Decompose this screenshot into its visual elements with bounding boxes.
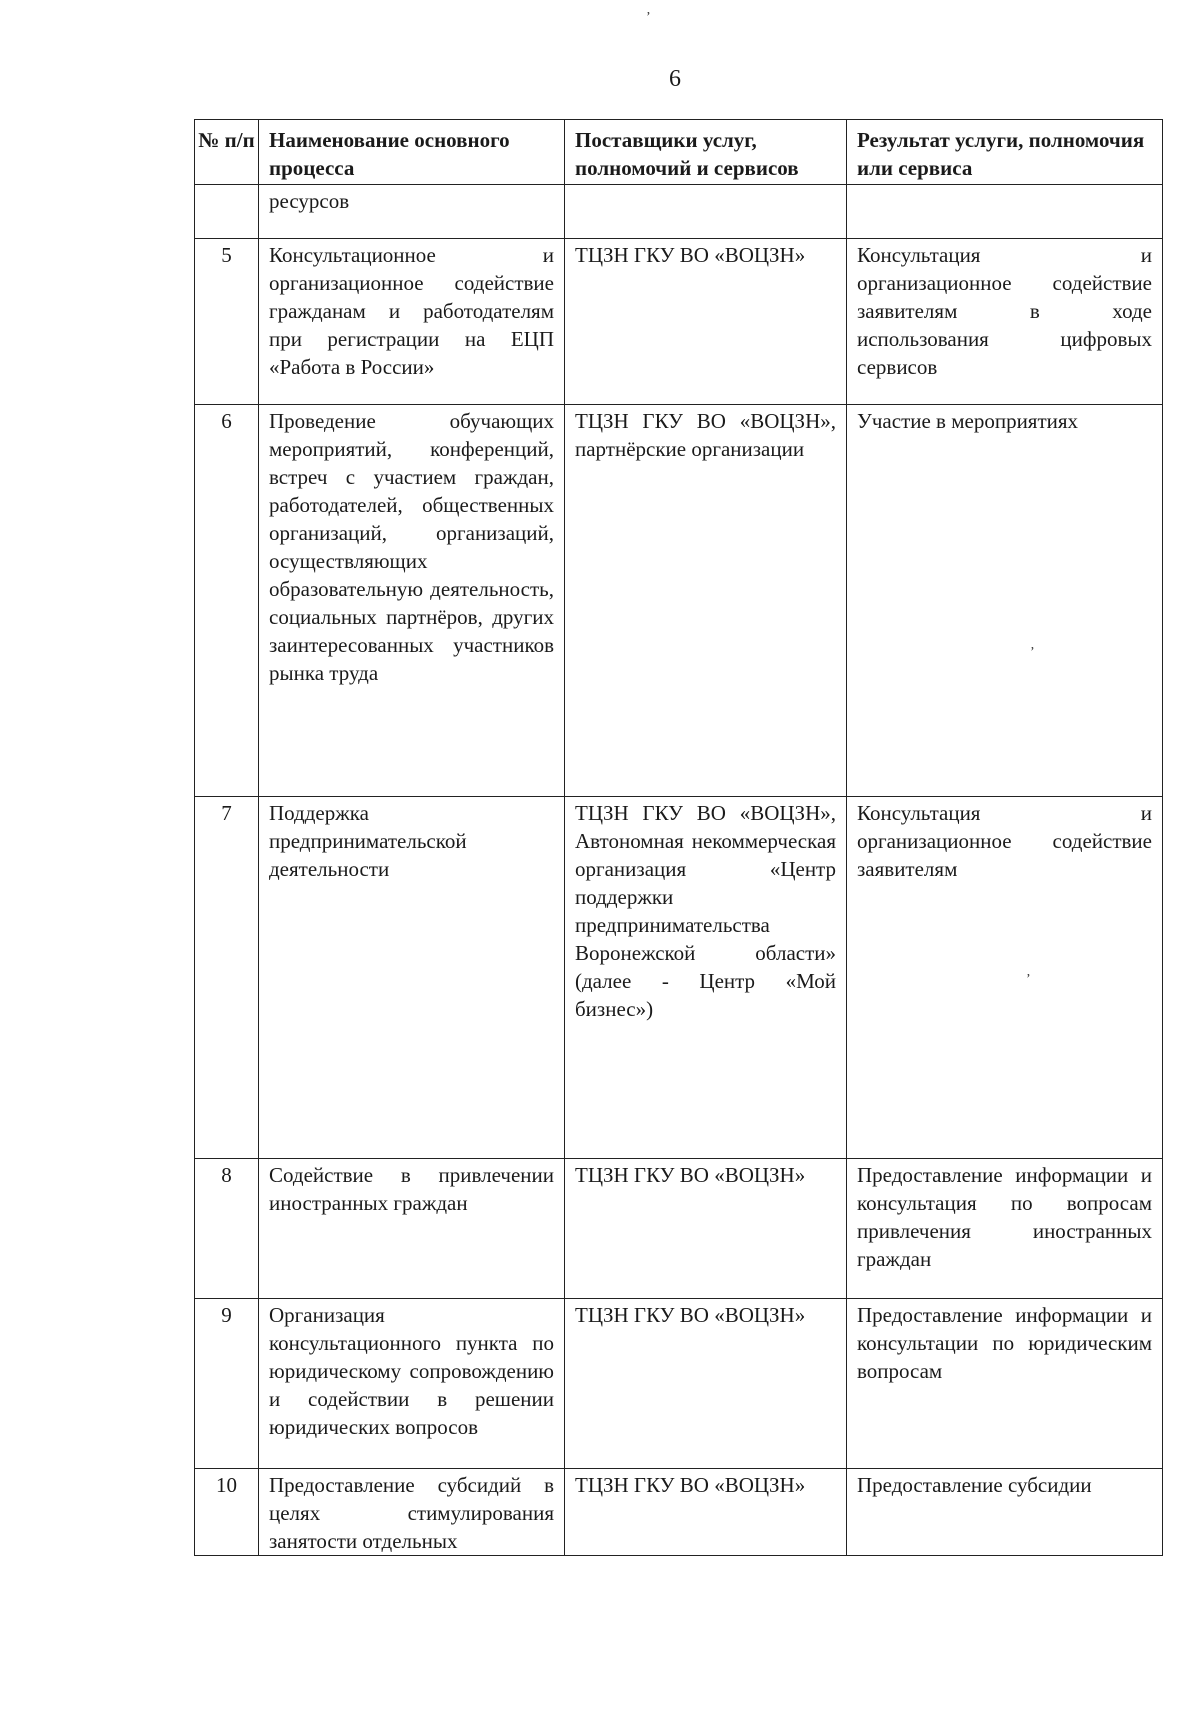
cell-process: Содействие в привлечении иностранных граждан xyxy=(259,1159,565,1299)
cell-providers xyxy=(565,185,847,239)
cell-process: Предоставление субсидий в целях стимулирования занятости отдельных xyxy=(259,1469,565,1556)
cell-number: 10 xyxy=(195,1469,259,1556)
cell-result: Участие в мероприятиях xyxy=(847,405,1163,797)
scan-speck: ʼ xyxy=(1030,645,1035,660)
cell-process: Поддержка предпринимательской деятельности xyxy=(259,797,565,1159)
header-process: Наименование основного процесса xyxy=(259,120,565,185)
cell-process: ресурсов xyxy=(259,185,565,239)
table-row-continuation xyxy=(195,185,1163,239)
cell-result: Консультация и организационное содействие заявителям xyxy=(847,797,1163,1159)
header-providers: Поставщики услуг, полномочий и сервисов xyxy=(565,120,847,185)
table-row xyxy=(195,1299,1163,1469)
cell-number: 6 xyxy=(195,405,259,797)
cell-process: Проведение обучающих мероприятий, конференций, встреч с участием граждан, работодателей, общественных организаций, организаций, осуществляющих образовательную деятельность, социальных партнёров, других заинтересованных участников рынка труда xyxy=(259,405,565,797)
cell-providers: ТЦЗН ГКУ ВО «ВОЦЗН», партнёрские организации xyxy=(565,405,847,797)
table-row xyxy=(195,797,1163,1159)
table-row xyxy=(195,239,1163,405)
cell-number: 7 xyxy=(195,797,259,1159)
cell-providers: ТЦЗН ГКУ ВО «ВОЦЗН», Автономная некоммерческая организация «Центр поддержки предпринимательства Воронежской области» (далее - Центр «Мой бизнес») xyxy=(565,797,847,1159)
cell-providers: ТЦЗН ГКУ ВО «ВОЦЗН» xyxy=(565,1159,847,1299)
table-row xyxy=(195,1469,1163,1556)
header-number: № п/п xyxy=(195,120,259,185)
header-result: Результат услуги, полномочия или сервиса xyxy=(847,120,1163,185)
cell-process: Консультационное и организационное содействие гражданам и работодателям при регистрации на ЕЦП «Работа в России» xyxy=(259,239,565,405)
services-table xyxy=(194,119,1163,1556)
table-header-row xyxy=(195,120,1163,185)
cell-result: Предоставление субсидии xyxy=(847,1469,1163,1556)
table-row xyxy=(195,1159,1163,1299)
cell-number: 5 xyxy=(195,239,259,405)
cell-process: Организация консультационного пункта по юридическому сопровождению и содействии в решении юридических вопросов xyxy=(259,1299,565,1469)
cell-number xyxy=(195,185,259,239)
cell-result: Предоставление информации и консультации по юридическим вопросам xyxy=(847,1299,1163,1469)
cell-providers: ТЦЗН ГКУ ВО «ВОЦЗН» xyxy=(565,239,847,405)
page-number: 6 xyxy=(669,66,681,92)
cell-result xyxy=(847,185,1163,239)
cell-number: 8 xyxy=(195,1159,259,1299)
cell-providers: ТЦЗН ГКУ ВО «ВОЦЗН» xyxy=(565,1299,847,1469)
cell-providers: ТЦЗН ГКУ ВО «ВОЦЗН» xyxy=(565,1469,847,1556)
table-row xyxy=(195,405,1163,797)
scan-speck: ʼ xyxy=(1026,972,1031,987)
cell-number: 9 xyxy=(195,1299,259,1469)
cell-result: Предоставление информации и консультация по вопросам привлечения иностранных граждан xyxy=(847,1159,1163,1299)
cell-result: Консультация и организационное содействие заявителям в ходе использования цифровых сервисов xyxy=(847,239,1163,405)
scan-speck: ʼ xyxy=(646,10,651,25)
